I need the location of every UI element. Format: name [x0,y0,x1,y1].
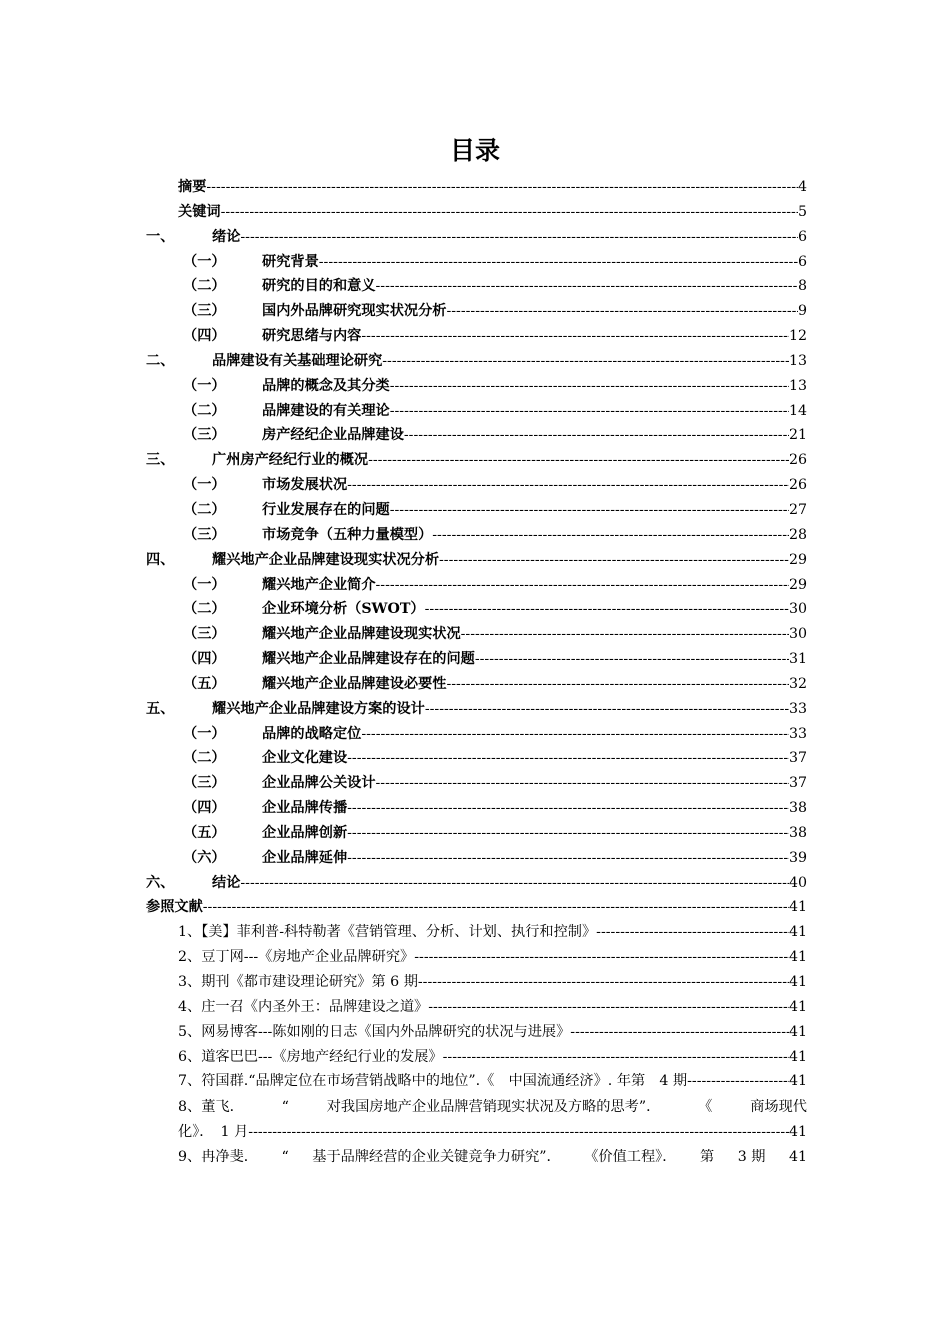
toc-entry[interactable] [0,548,950,573]
page-number: 41 [788,998,807,1015]
toc-entry[interactable] [0,225,950,250]
toc-entry-label: 参照文献 [146,899,203,916]
leader-dots [414,945,789,970]
page-number: 26 [788,452,807,469]
toc-entry-label: 企业品牌延伸 [262,849,348,866]
toc-entry-number: 一、 [146,228,175,245]
leader-dots [376,274,798,299]
ref9-part: “ [281,1149,289,1165]
ref9-part: 《价值工程》． [584,1149,677,1165]
page-number: 33 [788,700,807,717]
page-number: 40 [788,874,807,891]
reference-9[interactable] [0,1145,950,1170]
page-number: 37 [788,750,807,767]
toc-entry-number: （三） [183,303,226,320]
toc-entry[interactable] [0,746,950,771]
page-number: 21 [788,427,807,444]
leader-dots [475,647,789,672]
page-number: 26 [788,477,807,494]
leader-dots [428,995,789,1020]
toc-entry-label: 摘要 [178,179,207,195]
leader-dots [439,548,789,573]
page-number: 6 [797,228,807,245]
toc-entry[interactable] [0,250,950,275]
toc-entry-number: （二） [183,501,226,518]
ref9-part: 第 [699,1149,715,1165]
page-number: 33 [788,725,807,742]
toc-entry-label: 耀兴地产企业品牌建设方案的设计 [212,700,425,717]
toc-entry-number: （二） [183,278,226,295]
page-number: 5 [797,203,807,220]
ref8-part: 8、董飞． [178,1099,244,1115]
toc-entry-label: 关键词 [178,203,221,220]
toc-entry[interactable] [0,920,950,945]
toc-entry[interactable] [0,399,950,424]
toc-entry[interactable] [0,1020,950,1045]
leader-dots [570,1020,789,1045]
ref8-part: “ [281,1099,289,1115]
leader-dots [376,573,789,598]
leader-dots [390,498,789,523]
page-number: 38 [788,824,807,841]
toc-entry[interactable] [0,945,950,970]
toc-entry-label: 广州房产经纪行业的概况 [212,452,369,469]
toc-entry-label: 市场发展状况 [262,477,348,494]
ref8-part: 《 [698,1099,713,1115]
ref9-part: 41 [788,1149,807,1165]
page-number: 32 [788,675,807,692]
leader-dots [240,871,789,896]
page-number: 27 [788,501,807,518]
page-number: 39 [788,849,807,866]
toc-entry-number: （六） [183,849,226,866]
toc-entry[interactable] [0,846,950,871]
leader-dots [697,1069,789,1094]
page-number: 38 [788,800,807,817]
toc-entry-label: 5、网易博客---陈如刚的日志《国内外品牌研究的状况与进展》 [178,1023,571,1040]
toc-entry-number: （一） [183,725,226,742]
toc-entry-label: 耀兴地产企业简介 [262,576,376,593]
page-number: 37 [788,775,807,792]
toc-entry[interactable] [0,175,950,200]
page-number: 12 [788,328,807,345]
reference-8-line-2[interactable] [0,1120,950,1145]
toc-entry[interactable] [0,1069,950,1094]
toc-entry-number: （四） [183,651,226,668]
ref9-part: 基于品牌经营的企业关键竞争力研究”． [312,1149,561,1165]
toc-entry-label: 耀兴地产企业品牌建设现实状况 [262,626,461,643]
toc-entry-label: 研究的目的和意义 [262,278,376,295]
toc-entry[interactable] [0,1045,950,1070]
page-number: 14 [788,402,807,419]
leader-dots [361,324,789,349]
toc-entry-number: （二） [183,402,226,419]
toc-entry-label: 研究背景 [262,253,319,270]
toc-entry[interactable] [0,498,950,523]
toc-entry-number: （二） [183,750,226,767]
leader-dots [368,448,789,473]
leader-dots [596,920,789,945]
toc-entry-label: 7、符国群.“品牌定位在市场营销战略中的地位”.《 中国流通经济》. 年第 4 期-- [178,1073,697,1090]
page-number: 13 [788,352,807,369]
page-number: 28 [788,526,807,543]
leader-dots [390,374,789,399]
page-number: 41 [788,1073,807,1090]
toc-entry-label: 研究思绪与内容 [262,328,362,345]
toc-entry-label: 品牌建设有关基础理论研究 [212,352,383,369]
leader-dots [382,349,789,374]
toc-entry[interactable] [0,374,950,399]
leader-dots [376,771,789,796]
toc-entry-label: 企业文化建设 [262,750,348,767]
ref8-line2-label: 化》． 1 月 [178,1124,249,1140]
page-title: 目录 [449,136,500,165]
toc-entry-number: （三） [183,427,226,444]
toc-entry[interactable] [0,970,950,995]
toc-entry-label: 房产经纪企业品牌建设 [262,427,404,444]
ref9-part: 3 期 [737,1149,766,1165]
toc-entry-label: 企业品牌传播 [262,800,348,817]
toc-entry[interactable] [0,324,950,349]
toc-entry-number: （三） [183,626,226,643]
toc-entry-number: 三、 [146,452,175,469]
leader-dots [361,722,789,747]
toc-entry-number: 二、 [146,352,175,369]
leader-dots [443,1045,789,1070]
leader-dots [404,423,789,448]
toc-entry[interactable] [0,622,950,647]
toc-entry[interactable] [0,349,950,374]
toc-entry-number: （四） [183,328,226,345]
ref8-part: 对我国房地产企业品牌营销现实状况及方略的思考”． [326,1099,661,1115]
toc-entry-label: 企业品牌创新 [262,824,348,841]
leader-dots [425,597,789,622]
toc-entry[interactable] [0,299,950,324]
leader-dots [206,175,798,200]
toc-entry-number: （五） [183,675,226,692]
page-number: 41 [788,949,807,966]
leader-dots [221,200,798,225]
toc-entry[interactable] [0,895,950,920]
page-number: 41 [788,1023,807,1040]
leader-dots [319,250,798,275]
leader-dots [461,622,789,647]
leader-dots [425,697,789,722]
toc-entry[interactable] [0,672,950,697]
ref9-part: 9、冉净斐． [178,1149,258,1165]
toc-entry[interactable] [0,796,950,821]
page-number: 31 [788,651,807,668]
leader-dots [347,846,789,871]
toc-entry[interactable] [0,821,950,846]
toc-entry-number: （一） [183,477,226,494]
toc-entry-label: 耀兴地产企业品牌建设存在的问题 [262,651,475,668]
toc-entry[interactable] [0,423,950,448]
toc-entry[interactable] [0,995,950,1020]
toc-entry-number: （三） [183,775,226,792]
toc-entry-label: 结论 [212,874,241,891]
toc-entry[interactable] [0,448,950,473]
toc-entry[interactable] [0,274,950,299]
page-number: 41 [788,1124,807,1140]
table-of-contents [0,175,950,1094]
page-number: 41 [788,924,807,941]
toc-entry-label: 耀兴地产企业品牌建设必要性 [262,675,447,692]
page-number: 8 [797,278,807,295]
page-number: 29 [788,576,807,593]
leader-dots [248,1120,789,1145]
toc-entry-number: （一） [183,253,226,270]
toc-entry-number: 五、 [146,700,175,717]
leader-dots [240,225,798,250]
toc-entry-label: 国内外品牌研究现实状况分析 [262,303,447,320]
leader-dots [446,299,798,324]
page-number: 29 [788,551,807,568]
toc-entry-label: 耀兴地产企业品牌建设现实状况分析 [212,551,440,568]
toc-entry-label: 2、豆丁网---《房地产企业品牌研究》 [178,949,415,966]
page-number: 4 [797,179,807,195]
page-number: 41 [788,899,807,916]
reference-8-line-1 [0,1095,950,1120]
leader-dots [347,746,789,771]
toc-entry[interactable] [0,647,950,672]
toc-entry-number: （三） [183,526,226,543]
ref8-part: 商场现代 [750,1099,807,1115]
toc-entry[interactable] [0,771,950,796]
toc-entry-label: 1、【美】菲利普-科特勒著《营销管理、分析、计划、执行和控制》 [178,924,597,941]
page-number: 30 [788,626,807,643]
page-number: 6 [797,253,807,270]
toc-entry-number: （二） [183,601,226,618]
toc-entry-number: 四、 [146,551,175,568]
toc-entry-label: 行业发展存在的问题 [262,501,390,518]
leader-dots [347,796,789,821]
toc-entry[interactable] [0,597,950,622]
toc-entry[interactable] [0,473,950,498]
toc-entry-label: 绪论 [212,228,241,245]
page-number: 30 [788,601,807,618]
page-number: 41 [788,974,807,990]
toc-entry[interactable] [0,573,950,598]
leader-dots [432,523,789,548]
toc-entry-number: 六、 [146,874,175,891]
toc-entry-label: 市场竞争（五种力量模型） [262,526,433,543]
toc-entry-label: 企业环境分析（SWOT） [262,601,425,618]
toc-entry[interactable] [0,200,950,225]
toc-entry-label: 4、庄一召《内圣外王：品牌建设之道》 [178,998,429,1015]
toc-entry[interactable] [0,871,950,896]
toc-entry-label: 品牌的战略定位 [262,725,362,742]
leader-dots [418,970,789,995]
page-number: 41 [788,1048,807,1065]
leader-dots [347,821,789,846]
toc-entry-number: （一） [183,377,226,394]
toc-entry-label: 6、道客巴巴---《房地产经纪行业的发展》 [178,1048,443,1065]
toc-entry-number: （一） [183,576,226,593]
page-number: 13 [788,377,807,394]
toc-entry[interactable] [0,697,950,722]
leader-dots [347,473,789,498]
toc-entry-label: 品牌的概念及其分类 [262,377,390,394]
toc-entry-label: 企业品牌公关设计 [262,775,376,792]
toc-entry[interactable] [0,523,950,548]
toc-entry-number: （四） [183,800,226,817]
toc-entry-label: 品牌建设的有关理论 [262,402,390,419]
toc-entry-number: （五） [183,824,226,841]
toc-entry[interactable] [0,722,950,747]
page-number: 9 [797,303,807,320]
leader-dots [390,399,789,424]
toc-entry-label: 3、期刊《都市建设理论研究》第 6 期 [178,974,418,990]
leader-dots [446,672,788,697]
leader-dots [203,895,789,920]
